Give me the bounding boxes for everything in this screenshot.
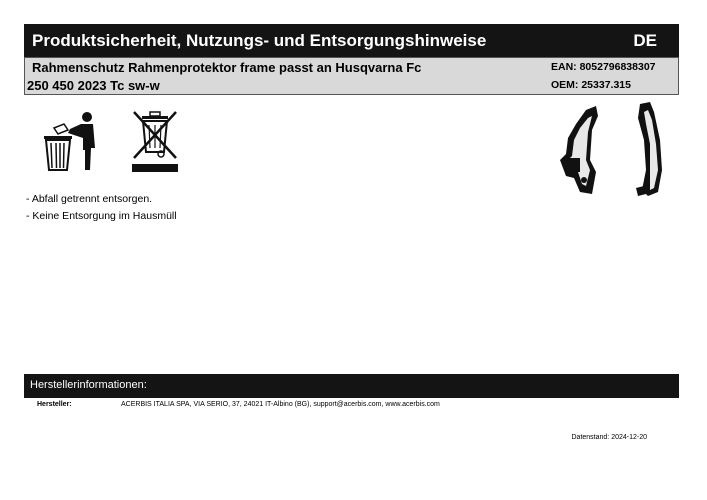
- product-name-line2: 250 450 2023 Tc sw-w: [27, 78, 160, 93]
- title-bar: [24, 24, 679, 57]
- trash-bin-disposal-icon: [38, 108, 100, 174]
- crossed-out-wheelie-bin-icon: [128, 108, 182, 174]
- manufacturer-section-bar: [24, 374, 679, 398]
- language-code: DE: [633, 31, 657, 50]
- note-separate-disposal: - Abfall getrennt entsorgen.: [26, 193, 153, 205]
- note-no-household-waste: - Keine Entsorgung im Hausmüll: [26, 210, 177, 222]
- manufacturer-section-title: Herstellerinformationen:: [30, 379, 147, 391]
- product-name-line1: Rahmenschutz Rahmenprotektor frame passt an Husqvarna Fc: [32, 60, 422, 75]
- manufacturer-value: ACERBIS ITALIA SPA, VIA SERIO, 37, 24021 IT-Albino (BG), support@acerbis.com, www.acerbis.com: [121, 401, 440, 408]
- data-date: Datenstand: 2024-12-20: [571, 434, 647, 441]
- manufacturer-label: Hersteller:: [37, 401, 72, 408]
- product-image: [552, 100, 672, 200]
- ean-code: EAN: 8052796838307: [551, 61, 656, 73]
- page-title: Produktsicherheit, Nutzungs- und Entsorgungshinweise: [32, 31, 487, 50]
- oem-code: OEM: 25337.315: [551, 79, 631, 91]
- product-info-box: [24, 57, 679, 95]
